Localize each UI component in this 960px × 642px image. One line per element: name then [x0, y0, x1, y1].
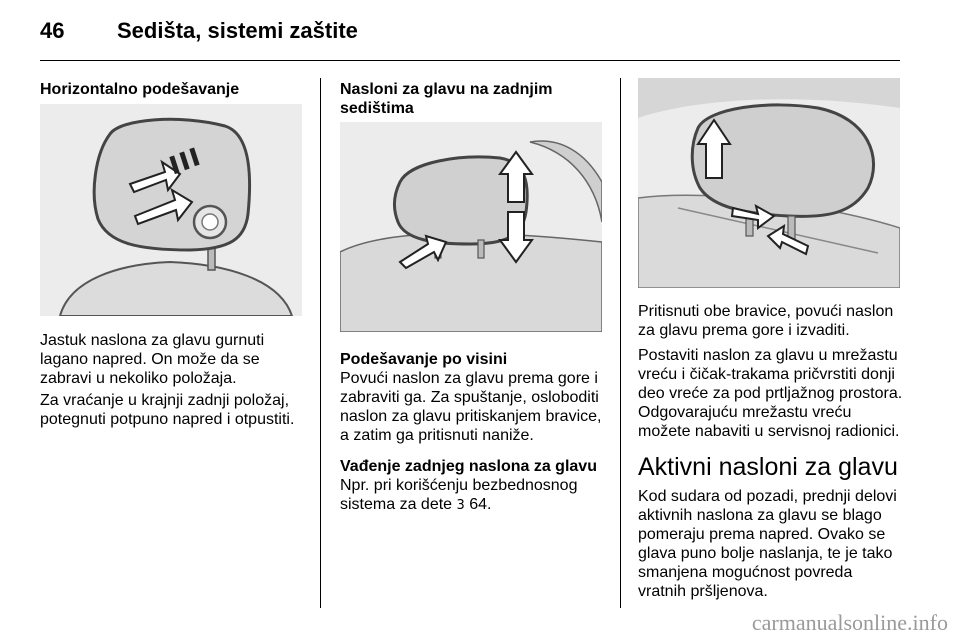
paragraph-removal: Npr. pri korišćenju bezbednosnog sistema za dete 3 64. [340, 477, 578, 513]
paragraph-horizontal-2: Za vraćanje u krajnji zadnji položaj, potegnuti potpuno napred i otpustiti. [40, 392, 295, 428]
subheading-height-adjust: Podešavanje po visini [340, 351, 508, 368]
page-title: Sedišta, sistemi zaštite [117, 18, 358, 43]
paragraph-horizontal-1: Jastuk naslona za glavu gurnuti lagano napred. On može da se zabravi u nekoliko položaja. [40, 332, 265, 387]
section-heading-horizontal: Horizontalno podešavanje [40, 81, 240, 98]
paragraph-storage-bag: Postaviti naslon za glavu u mrežastu vreću i čičak-trakama pričvrstiti donji deo vreće za pod prtljažnog prostora. Odgovarajuću mrežastu vreću možete nabaviti u servisnoj radionici. [638, 347, 903, 440]
figure-headrest-removal [638, 78, 900, 288]
paragraph-height-adjust: Povući naslon za glavu prema gore i zabraviti ga. Za spuštanje, osloboditi naslon za glavu pritiskanjem bravice, a zatim ga pritisnuti naniže. [340, 370, 602, 444]
figure-horizontal-adjust [40, 104, 302, 316]
section-title-active-headrests: Aktivni nasloni za glavu [638, 453, 898, 481]
section-heading-rear-headrests: Nasloni za glavu na zadnjim sedištima [340, 81, 553, 117]
page-reference[interactable]: 64. [469, 496, 492, 513]
figure-height-adjust [340, 122, 602, 332]
page-number: 46 [40, 18, 65, 43]
column-divider-2 [620, 78, 621, 608]
watermark: carmanualsonline.info [751, 610, 948, 635]
header-rule [40, 60, 900, 61]
paragraph-press-latches: Pritisnuti obe bravice, povući naslon za glavu prema gore i izvaditi. [638, 303, 894, 339]
column-divider-1 [320, 78, 321, 608]
subheading-removal: Vađenje zadnjeg naslona za glavu [340, 458, 597, 475]
paragraph-active-headrests: Kod sudara od pozadi, prednji delovi aktivnih naslona za glavu se blago pomeraju prema napred. Ovako se glava puno bolje naslanja, te je tako smanjena mogućnost povreda vratnih pršljenova. [638, 488, 897, 600]
page-reference-icon: 3 [456, 498, 465, 513]
